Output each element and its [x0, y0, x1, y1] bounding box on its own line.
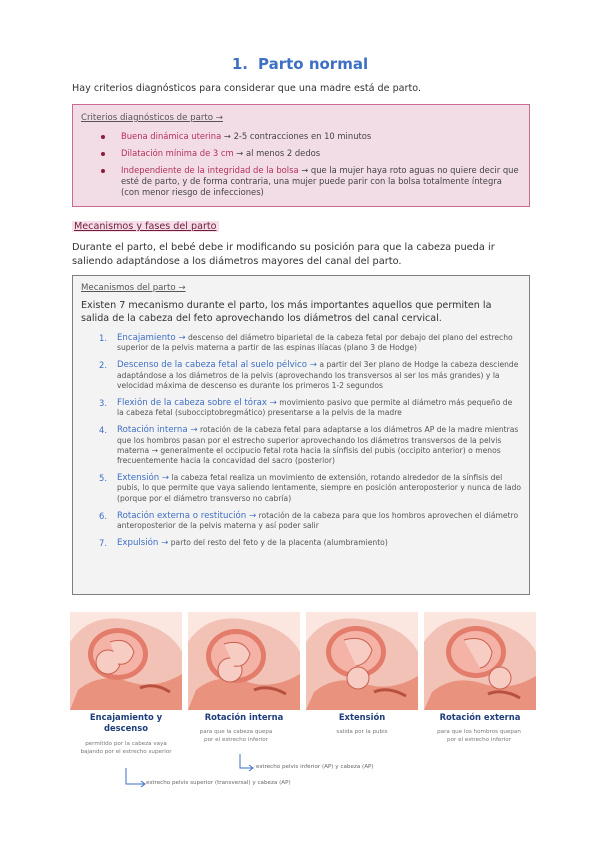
mecanismo-key: Extensión →	[117, 473, 170, 484]
criterios-list	[81, 131, 521, 198]
mecanismo-item	[81, 425, 521, 466]
annotation-arrows	[120, 752, 420, 792]
criterio-text: → que la mujer haya roto aguas no quiere decir que esté de parto, y de forma contraria, una mujer puede parir con la bolsa totalmente íntegra (con menor riesgo de infecciones)	[121, 165, 519, 197]
mecanismo-item	[81, 360, 521, 391]
mecanismo-item	[81, 473, 521, 504]
label-encajamiento: Encajamiento y descenso	[89, 712, 163, 733]
criterio-text: → al menos 2 dedos	[233, 148, 321, 158]
label-rotacion-interna: Rotación interna	[204, 712, 284, 722]
rotacion-externa-illustration	[424, 612, 536, 710]
mecanismo-text: rotación de la cabeza para que los hombros aprovechen el diámetro anteroposterior de la pelvis materna y así poder salir	[117, 510, 519, 531]
criterio-text: → 2-5 contracciones en 10 minutos	[221, 131, 372, 141]
rotacion-interna-illustration	[188, 612, 300, 710]
mecanismo-key: Rotación interna →	[117, 425, 198, 436]
section-title-text: Parto normal	[258, 55, 369, 73]
label-extension: Extensión	[338, 712, 386, 722]
mecanismo-item	[81, 398, 521, 418]
section-title	[0, 55, 600, 73]
extension-illustration	[306, 612, 418, 710]
mecanismo-text: rotación de la cabeza fetal para adaptarse a los diámetros AP de la madre mientras que los hombros pasan por el estrecho superior aprovechando los diámetros transversos de la pelvis materna → generalmente el occipucio fetal rota hacia la sínfisis del pubis (occipito anterior) o menos frecuentemente hacia la concavidad del sacro (posterior)	[117, 425, 519, 466]
criterio-item	[81, 131, 521, 142]
mecanismos-list	[81, 333, 521, 548]
mecanismo-item	[81, 333, 521, 353]
mecanismo-number: 1.	[99, 333, 107, 343]
annotation-superior: estrecho pelvis superior (transversal) y cabeza (AP)	[146, 780, 291, 786]
section-number: 1.	[231, 55, 249, 73]
mecanismo-text: movimiento pasivo que permite al diámetro más pequeño de la cabeza fetal (subocciptobregmático) presentarse a la pelvis de la madre	[117, 398, 513, 418]
mecanismo-number: 4.	[99, 425, 107, 436]
mecanismos-box	[72, 275, 530, 595]
birth-phases-figure	[70, 612, 532, 710]
criterios-box	[72, 104, 530, 207]
mecanismo-number: 5.	[99, 473, 107, 484]
mecanismo-text: a partir del 3er plano de Hodge la cabeza desciende adaptándose a los diámetros de la pelvis (aprovechando los transversos al ser los más grandes) y la velocidad máxima de descenso es durante los primeros 1-2 segundos	[117, 360, 519, 390]
mecanismo-item	[81, 538, 521, 548]
criterio-item	[81, 148, 521, 159]
criterio-highlight: Buena dinámica uterina	[121, 131, 222, 141]
mecanismo-number: 6.	[99, 510, 107, 521]
criterios-heading: Criterios diagnósticos de parto →	[81, 113, 223, 123]
mecanismo-key: Descenso de la cabeza fetal al suelo pélvico →	[117, 360, 317, 371]
mecanismo-number: 3.	[99, 398, 107, 409]
mecanismo-item	[81, 511, 521, 531]
sublabel-rotacion-interna: para que la cabeza quepa por el estrecho inferior	[199, 729, 273, 743]
criterio-highlight: Independiente de la integridad de la bolsa	[121, 165, 299, 175]
mecanismo-key: Rotación externa o restitución →	[117, 510, 257, 521]
criterio-highlight: Dilatación mínima de 3 cm	[121, 148, 234, 158]
label-rotacion-externa: Rotación externa	[439, 712, 521, 722]
mecanismo-key: Flexión de la cabeza sobre el tórax →	[117, 398, 277, 409]
criterio-item	[81, 165, 521, 198]
mecanismo-number: 7.	[99, 538, 107, 549]
mecanismos-heading: Mecanismos del parto →	[81, 283, 186, 293]
mecanismos-section-heading: Mecanismos y fases del parto	[74, 221, 217, 232]
mecanismo-text: descenso del diámetro biparietal de la cabeza fetal por debajo del plano del estrecho superior de la pelvis materna a partir de las espinas ilíacas (plano 3 de Hodge)	[117, 333, 513, 353]
mecanismo-number: 2.	[99, 360, 107, 371]
mecanismo-key: Encajamiento →	[117, 333, 186, 343]
annotation-inferior: estrecho pelvis inferior (AP) y cabeza (AP)	[256, 764, 374, 770]
mecanismo-text: la cabeza fetal realiza un movimiento de extensión, rotando alrededor de la sínfisis del pubis, lo que permite que vaya saliendo lentamente, siempre en posición anteroposterior y nunca de lado (porque por el diámetro transverso no cabría)	[117, 473, 522, 503]
intro-paragraph: Hay criterios diagnósticos para considerar que una madre está de parto.	[72, 83, 421, 94]
sublabel-rotacion-externa: para que los hombros quepan por el estrecho inferior	[437, 729, 521, 743]
sublabel-encajamiento: permitido por la cabeza vaya bajando por el estrecho superior	[80, 741, 172, 755]
mecanismos-lead: Existen 7 mecanismo durante el parto, los más importantes aquellos que permiten la salida de la cabeza del feto aprovechando los diámetros del canal cervical.	[81, 300, 492, 324]
sublabel-extension: salida por la pubis	[336, 729, 388, 735]
mecanismos-intro-paragraph: Durante el parto, el bebé debe ir modificando su posición para que la cabeza pueda ir saliendo adaptándose a los diámetros mayores del canal del parto.	[72, 242, 495, 267]
mecanismo-text: parto del resto del feto y de la placenta (alumbramiento)	[168, 538, 388, 548]
mecanismo-key: Expulsión →	[117, 538, 169, 549]
encajamiento-illustration	[70, 612, 182, 710]
